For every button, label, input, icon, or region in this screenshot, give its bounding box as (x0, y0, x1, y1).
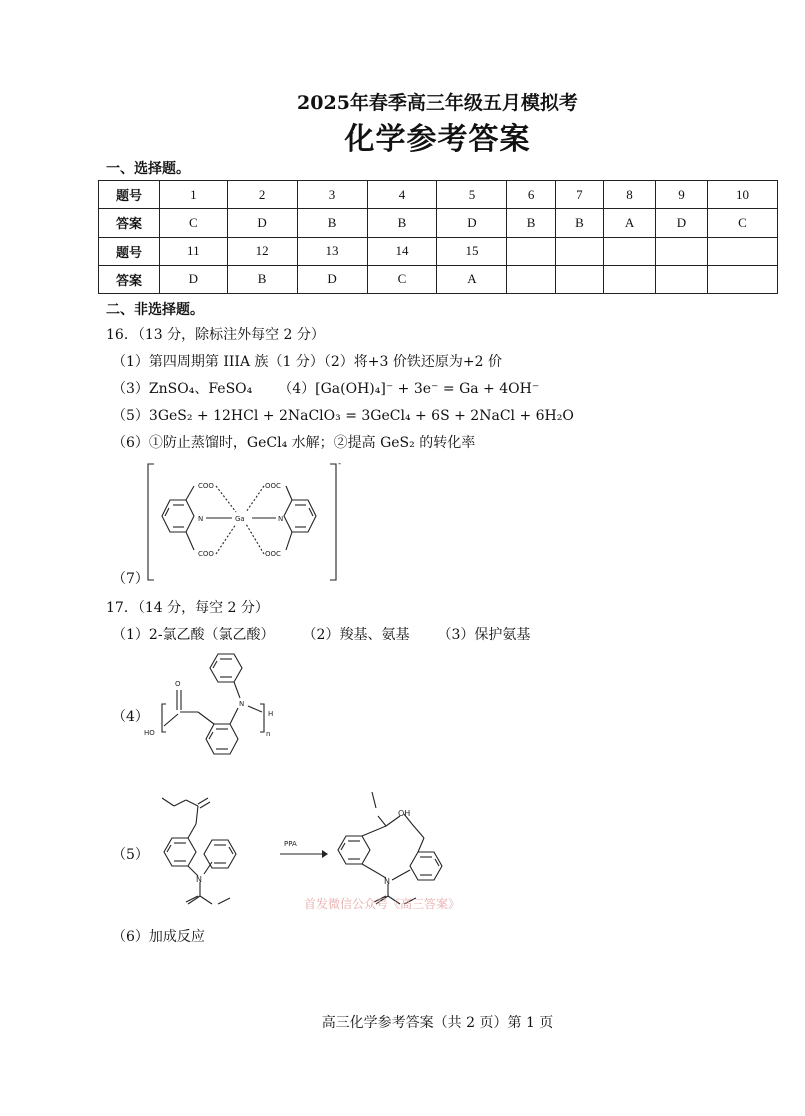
table-row (99, 237, 778, 265)
page-footer: 高三化学参考答案（共 2 页）第 1 页 (321, 1015, 554, 1031)
answer-cell: B (227, 265, 297, 293)
question-number-cell: 7 (555, 181, 603, 209)
q17-part1: （1）2-氯乙酸（氯乙酸） (112, 627, 275, 643)
answer-cell: D (160, 265, 228, 293)
answer-cell: A (604, 209, 656, 237)
question-number-cell: 5 (437, 181, 507, 209)
question-number-cell (507, 237, 555, 265)
table-row (99, 265, 778, 293)
q16-part7-label: （7） (112, 571, 149, 587)
answer-cell: D (656, 209, 708, 237)
answer-table (98, 180, 778, 294)
atom-label: Ga (235, 515, 245, 523)
answer-cell: B (297, 209, 367, 237)
q16-part3: （3）ZnSO₄、FeSO₄ (112, 381, 253, 397)
atom-label: OOC (265, 482, 281, 490)
q17-part2: （2）羧基、氨基 (302, 627, 410, 643)
answer-cell: B (555, 209, 603, 237)
question-number-cell: 14 (367, 237, 437, 265)
question-number-cell: 2 (227, 181, 297, 209)
watermark: 首发微信公众号《高三答案》 (304, 897, 461, 911)
q17-parts-1-3 (112, 624, 530, 644)
atom-label: H (268, 710, 274, 718)
question-number-cell: 12 (227, 237, 297, 265)
q17-part4-label: （4） (112, 709, 149, 725)
q16-part5: （5）3GeS₂ + 12HCl + 2NaClO₃ = 3GeCl₄ + 6S + 2NaCl + 6H₂O (112, 408, 574, 424)
question-number-cell: 4 (367, 181, 437, 209)
question-number-cell: 8 (604, 181, 656, 209)
row-label: 答案 (99, 265, 160, 293)
q16-part1: （1）第四周期第 IIIA 族（1 分） (112, 354, 324, 370)
q16-header: 16．（13 分，除标注外每空 2 分） (106, 327, 325, 343)
q16-part3-4 (112, 378, 539, 398)
row-label: 题号 (99, 237, 160, 265)
question-number-cell: 6 (507, 181, 555, 209)
q17-part3: （3）保护氨基 (437, 627, 531, 643)
atom-label: n (266, 730, 271, 738)
atom-label: COO (198, 482, 214, 490)
answer-cell: C (707, 209, 777, 237)
answer-cell (604, 265, 656, 293)
polymer-structure (140, 646, 280, 780)
q16-part1-2 (112, 351, 502, 371)
question-number-cell: 3 (297, 181, 367, 209)
answer-cell: C (160, 209, 228, 237)
atom-label: OH (398, 809, 411, 818)
atom-label: N (239, 700, 245, 708)
atom-label: O (175, 680, 181, 688)
answer-cell (555, 265, 603, 293)
row-label: 题号 (99, 181, 160, 209)
q16-part6: （6）①防止蒸馏时，GeCl₄ 水解；②提高 GeS₂ 的转化率 (112, 435, 476, 451)
atom-label: N (384, 877, 390, 886)
reagent-label: PPA (284, 840, 297, 848)
section-nonchoice-label: 二、非选择题。 (106, 302, 204, 318)
atom-label: N (198, 515, 204, 523)
reaction-arrow (278, 832, 330, 862)
table-row (99, 181, 778, 209)
exam-title: 2025年春季高三年级五月模拟考 (297, 92, 578, 114)
atom-label: HO (144, 729, 155, 737)
answer-key-title: 化学参考答案 (344, 122, 531, 157)
charge-label: - (338, 459, 342, 469)
question-number-cell (555, 237, 603, 265)
question-number-cell: 9 (656, 181, 708, 209)
gallium-complex-structure (140, 458, 350, 584)
section-choice-label: 一、选择题。 (106, 161, 190, 177)
atom-label: COO (198, 550, 214, 558)
q17-part6: （6）加成反应 (112, 929, 205, 945)
reactant-structure (138, 790, 248, 920)
answer-cell (507, 265, 555, 293)
answer-cell: A (437, 265, 507, 293)
answer-cell: C (367, 265, 437, 293)
q16-part4: （4）[Ga(OH)₄]⁻ + 3e⁻ = Ga + 4OH⁻ (278, 381, 540, 397)
answer-cell: B (507, 209, 555, 237)
question-number-cell: 1 (160, 181, 228, 209)
question-number-cell (656, 237, 708, 265)
question-number-cell: 13 (297, 237, 367, 265)
question-number-cell: 15 (437, 237, 507, 265)
table-row (99, 209, 778, 237)
answer-cell: D (227, 209, 297, 237)
answer-cell: D (437, 209, 507, 237)
atom-label: N (196, 875, 202, 884)
answer-cell: D (297, 265, 367, 293)
answer-cell: B (367, 209, 437, 237)
q17-header: 17．（14 分，每空 2 分） (106, 600, 269, 616)
atom-label: N (278, 515, 284, 523)
question-number-cell: 11 (160, 237, 228, 265)
atom-label: OOC (265, 550, 281, 558)
q17-part5-label: （5） (112, 847, 149, 863)
row-label: 答案 (99, 209, 160, 237)
q16-part2: （2）将+3 价铁还原为+2 价 (323, 354, 502, 370)
answer-cell (656, 265, 708, 293)
question-number-cell: 10 (707, 181, 777, 209)
question-number-cell (604, 237, 656, 265)
answer-cell (707, 265, 777, 293)
question-number-cell (707, 237, 777, 265)
